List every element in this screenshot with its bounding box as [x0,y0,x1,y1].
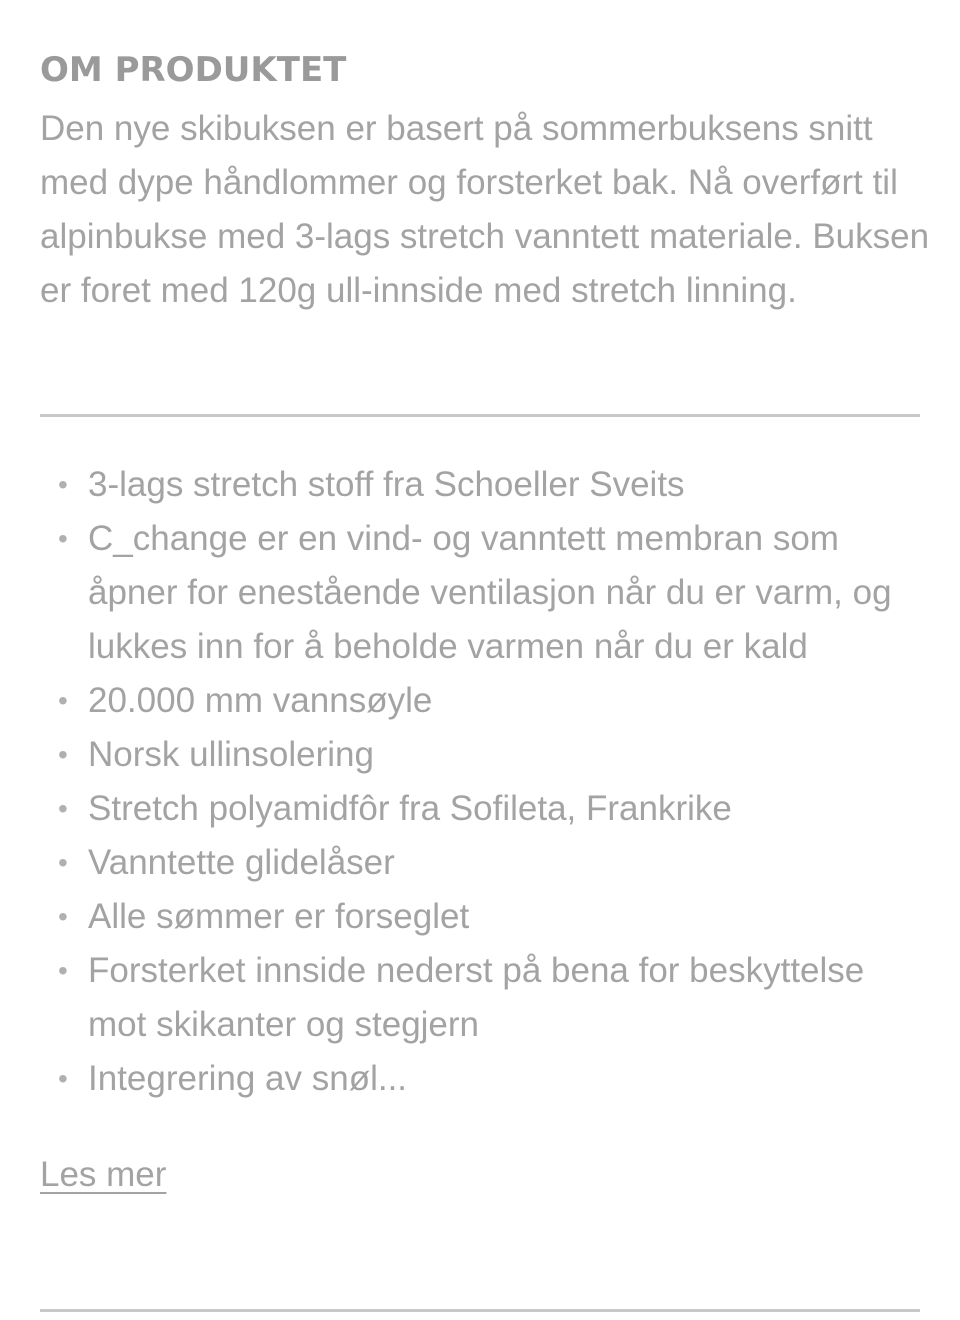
feature-text: Alle sømmer er forseglet [88,897,470,936]
feature-item [40,944,930,1052]
feature-text: 20.000 mm vannsøyle [88,681,433,720]
feature-list [40,458,930,1106]
product-description: Den nye skibuksen er basert på sommerbuksens snitt med dype håndlommer og forsterket bak. Nå overført til alpinbukse med 3-lags stretch vanntett materiale. Buksen er foret med 120g ull-innside med stretch linning. [40,109,930,310]
bullet-icon: • [58,901,68,932]
feature-text: 3-lags stretch stoff fra Schoeller Sveits [88,465,685,504]
divider-top [40,414,920,417]
feature-text: Forsterket innside nederst på bena for beskyttelse mot skikanter og stegjern [88,951,865,1044]
feature-text: Stretch polyamidfôr fra Sofileta, Frankrike [88,789,732,828]
read-more-link[interactable]: Les mer [40,1155,167,1194]
bullet-icon: • [58,685,68,716]
feature-item [40,728,930,782]
feature-item [40,674,930,728]
bullet-icon: • [58,955,68,986]
feature-item [40,890,930,944]
feature-item [40,782,930,836]
section-heading: OM PRODUKTET [40,50,347,90]
feature-item [40,836,930,890]
bullet-icon: • [58,469,68,500]
feature-item [40,1052,930,1106]
bullet-icon: • [58,1063,68,1094]
feature-text: Integrering av snøl... [88,1059,408,1098]
bullet-icon: • [58,739,68,770]
bullet-icon: • [58,793,68,824]
feature-text: Norsk ullinsolering [88,735,374,774]
bullet-icon: • [58,847,68,878]
divider-bottom [40,1309,920,1312]
feature-text: Vanntette glidelåser [88,843,395,882]
bullet-icon: • [58,523,68,554]
feature-text: C_change er en vind- og vanntett membran som åpner for enestående ventilasjon når du er varm, og lukkes inn for å beholde varmen når du er kald [88,519,892,666]
feature-item [40,458,930,512]
feature-item [40,512,930,674]
